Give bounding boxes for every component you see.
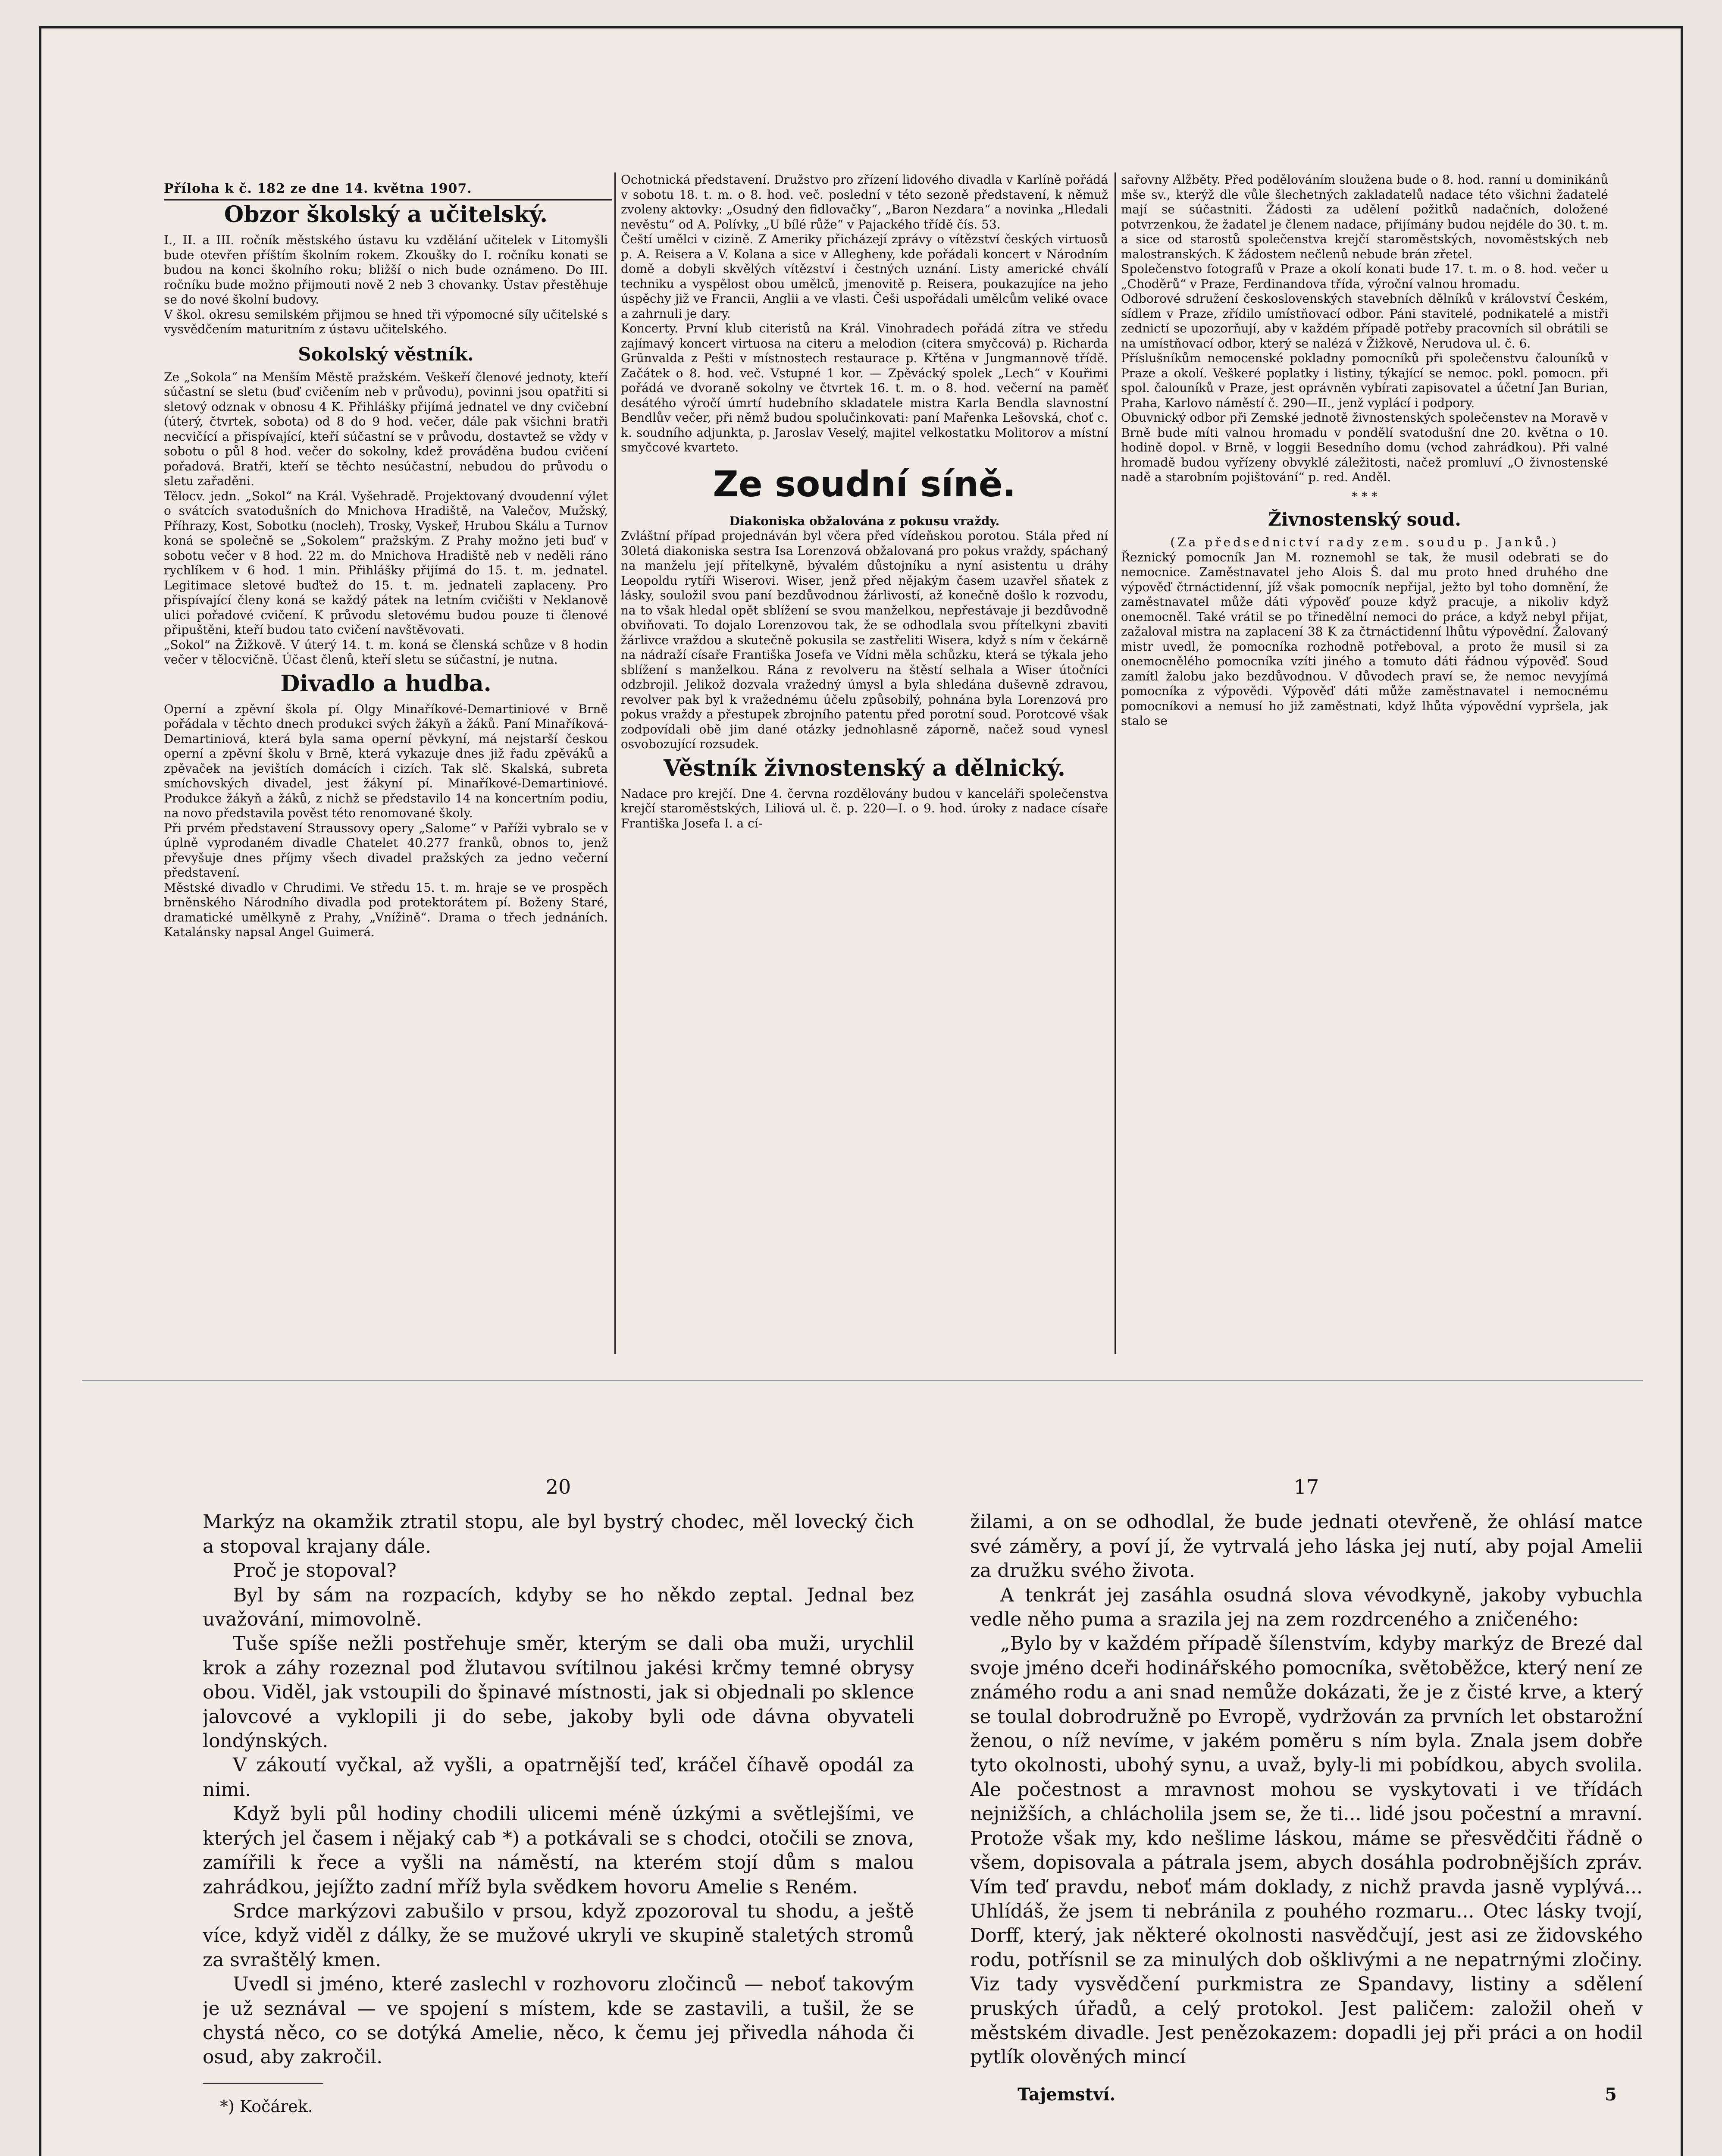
- court-chair-note: (Za předsednictví rady zem. soudu p. Janků.): [1170, 535, 1559, 549]
- article-paragraph: I., II. a III. ročník městského ústavu ku vzdělání učitelek v Litomyšli bude otevřen příštím školním rokem. Zkoušky do I. ročníku konati se budou na konci školního roku; bližší o nich bude oznámeno. Do III. ročníku bude možno přijmouti nově 2 neb 3 chovanky. Ústav přestěhuje se do nové školní budovy.: [164, 233, 608, 307]
- article-paragraph: Řeznický pomocník Jan M. roznemohl se tak, že musil odebrati se do nemocnice. Zaměstnavatel jeho Alois Š. dal mu proto hned druhého dne výpověď čtrnáctidenní, jíž však pomocník nepřijal, ježto byl toho domnění, že zaměstnavatel může dáti výpověď pouze když pracuje, a nikoliv když onemocněl. Také vrátil se po třinedělní nemoci do práce, a když nebyl přijat, zažaloval mistra na zaplacení 38 K za čtrnáctidenní lhůtu výpovědní. Žalovaný mistr uvedl, že pomocníka rozhodně potřeboval, a proto že musil si za onemocnělého pomocníka vzíti jiného a tomuto dáti řádnou výpověď. Soud zamítl žalobu jako bezdůvodnou. V důvodech praví se, že nemoc nevyjímá pomocníka z výpovědi. Výpověď dáti může zaměstnavatel i nemocnému pomocníkovi a nemusí ho již zaměstnati, když lhůta výpovědní vypršela, jak stalo se: [1121, 550, 1608, 728]
- column-divider: [1115, 172, 1116, 1354]
- page-number: 17: [1293, 1475, 1319, 1498]
- article-paragraph: V škol. okresu semilském přijmou se hned tři výpomocné síly učitelské s vysvědčením maturitním z ústavu učitelského.: [164, 307, 608, 336]
- column-2: [621, 172, 1108, 1354]
- column-divider: [614, 172, 616, 1354]
- novel-paragraph: Uvedl si jméno, které zaslechl v rozhovoru zločinců — neboť takovým je už seznával — ve spojení s místem, kde se zastavili, a tušil, že se chystá něco, co se dotýká Amelie, něco, k čemu jej přivedla náhoda či osud, aby zakročil.: [203, 1973, 914, 2068]
- signature-line: [970, 2083, 1643, 2107]
- article-paragraph: Tělocv. jedn. „Sokol“ na Král. Vyšehradě. Projektovaný dvoudenní výlet o svátcích svatodušních do Mnichova Hradiště, na Valečov, Mužský, Příhrazy, Kost, Sobotku (nocleh), Trosky, Vyskeř, Hrubou Skálu a Turnov koná se společně se „Sokolem“ pražským. Z Prahy možno jeti buď v sobotu večer v 8 hod. 22 m. do Mnichova Hradiště neb v neděli ráno rychlíkem v 6 hod. 1 min. Přihlášky přijímá do 15. t. m. jednatel. Legitimace sletové buďtež do 15. t. m. jednateli zaplaceny. Pro přispívající členy koná se každý pátek na letním cvičišti v Neklanově ulici pořadové cvičení. K průvodu sletovému budou pouze ti členové připuštěni, kteří budou tato cvičení navštěvovati.: [164, 489, 608, 637]
- article-paragraph: Městské divadlo v Chrudimi. Ve středu 15. t. m. hraje se ve prospěch brněnského Národního divadla pod protektorátem pí. Boženy Staré, dramatické umělkyně z Prahy, „Vnížině“. Drama o třech jednáních. Katalánsky napsal Angel Guimerá.: [164, 880, 608, 939]
- novel-page-left: [203, 1475, 914, 2156]
- article-paragraph: Příslušníkům nemocenské pokladny pomocníků při společenstvu čalouníků v Praze a okolí. Veškeré poplatky i listiny, týkající se nemoc. pokl. pomocn. při spol. čalouníků v Praze, jest oprávněn vybírati zapisovatel a účetní Jan Burian, Praha, Karlovo náměstí č. 290—II., jenž vyplácí i podpory.: [1121, 351, 1608, 410]
- separator-stars: * * *: [1352, 489, 1378, 504]
- section-heading-court: Ze soudní síně.: [713, 464, 1016, 505]
- article-paragraph: Koncerty. První klub citeristů na Král. Vinohradech pořádá zítra ve středu zajímavý koncert virtuosa na citeru a melodion (citera smyčcová) p. Richarda Grünvalda z Pešti v místnostech restaurace p. Křtěna v Jungmannově třídě. Začátek o 8. hod. več. Vstupné 1 kor. — Zpěvácký spolek „Lech“ v Kouřimi pořádá ve dvoraně sokolny ve čtvrtek 16. t. m. o 8. hod. večerní na paměť desátého výročí úmrtí hudebního skladatele mistra Karla Bendla slavnostní Bendlův večer, při němž budou spolučinkovati: paní Mařenka Lešovská, choť c. k. soudního adjunkta, p. Jaroslav Veselý, majitel velkostatku Molitorov a místní smyčcové kvarteto.: [621, 321, 1108, 454]
- article-paragraph: Při prvém představení Straussovy opery „Salome“ v Paříži vybralo se v úplně vyprodaném divadle Chatelet 40.277 franků, obnos to, jenž převyšuje dnes příjmy všech divadel pražských za jedno večerní představení.: [164, 821, 608, 880]
- novel-paragraph: žilami, a on se odhodlal, že bude jednati otevřeně, že ohlásí matce své záměry, a poví jí, že vytrvalá jeho láska jej nutí, aby pojal Amelii za družku svého života.: [970, 1511, 1643, 1582]
- page-fold-line: [82, 1380, 1643, 1381]
- section-heading-sokol: Sokolský věstník.: [298, 343, 474, 365]
- book-title-mark: Tajemství.: [1018, 2084, 1116, 2105]
- article-paragraph: Ze „Sokola“ na Menším Městě pražském. Veškeří členové jednoty, kteří súčastní se sletu (buď cvičením neb v průvodu), povinni jsou opatřiti si sletový odznak v obnosu 4 K. Přihlášky přijímá jednatel ve dny cvičební (úterý, čtvrtek, sobota) od 8 do 9 hod. večer, dále pak všichni bratři necvičící a přispívající, kteří súčastní se v průvodu, dostavtež se vždy v sobotu o půl 8 hod. večer do sokolny, kdež prováděna budou cvičení pořadová. Bratři, kteří se těchto nesúčastní, nebudou do průvodu o sletu zařaděni.: [164, 370, 608, 488]
- section-heading-theatre: Divadlo a hudba.: [280, 670, 492, 697]
- novel-paragraph: Proč je stopoval?: [233, 1560, 397, 1582]
- article-paragraph: Ochotnická představení. Družstvo pro zřízení lidového divadla v Karlíně pořádá v sobotu 18. t. m. o 8. hod. več. poslední v této sezoně představení, k němuž zvoleny aktovky: „Osudný den fidlovačky“, „Baron Nezdara“ a novinka „Hledali nevěstu“ od A. Polívky, „U bílé růže“ v Pajackého třídě čís. 53.: [621, 172, 1108, 232]
- section-heading-trade: Věstník živnostenský a dělnický.: [663, 755, 1066, 781]
- article-paragraph: Odborové sdružení československých stavebních dělníků v království Českém, sídlem v Praze, zřídilo umístňovací odbor. Páni stavitelé, podnikatelé a mistři zednictí se upozorňují, aby v každém případě potřeby pracovních sil obrátili se na umístňovací odbor, který se nalézá v Žižkově, Nerudova ul. č. 6.: [1121, 291, 1608, 351]
- signature-number: 5: [1605, 2084, 1617, 2105]
- article-paragraph: sařovny Alžběty. Před podělováním sloužena bude o 8. hod. ranní u dominikánů mše sv., kterýž dle vůle šlechetných zakladatelů nadace této všichni žadatelé mají se súčastniti. Žádosti za udělení požitků nadačních, doložené potvrzenkou, že žadatel je členem nadace, přijímány budou nejdéle do 30. t. m. a sice od starostů společenstva krejčí staroměstských, novoměstských neb malostranských. K žádostem nečlenů nebude brán zřetel.: [1121, 172, 1608, 261]
- issue-header: Příloha k č. 182 ze dne 14. května 1907.: [164, 181, 612, 201]
- novel-paragraph: „Bylo by v každém případě šílenstvím, kdyby markýz de Brezé dal svoje jméno dceři hodinářského pomocníka, světoběžce, který není ze známého rodu a ani snad nemůže dokázati, že je z čisté krve, a který se toulal dobrodružně po Evropě, vydržován za prvních let obstarožní ženou, o níž nevíme, v jakém poměru s ním byla. Znala jsem dobře tyto okolnosti, ubohý synu, a uvaž, byly-li mi pobídkou, abych svolila. Ale počestnost a mravnost mohou se vyskytovati i ve třídách nejnižších, a chlácholila jsem se, že ti... lidé jsou počestní a mravní. Protože však my, kdo nešlime láskou, máme se přesvědčiti řádně o všem, dopisovala a pátrala jsem, abych dosáhla podrobnějších zpráv. Vím teď pravdu, neboť mám doklady, z nichž pravda jasně vyplývá... Uhlídáš, že jsem ti nebránila z pouhého rozmaru... Otec lásky tvojí, Dorff, který, jak některé okolnosti nasvědčují, jest asi ze židovského rodu, potřísnil se za minulých dob ošklivými a ne nepatrnými zločiny. Viz tady vysvědčení purkmistra ze Spandavy, listiny a sdělení pruských úřadů, a celý protokol. Jest paličem: založil oheň v městském divadle. Jest penězokazem: dopadli jej při práci a on hodil pytlík olověných mincí: [970, 1633, 1643, 2068]
- novel-paragraph: Byl by sám na rozpacích, kdyby se ho někdo zeptal. Jednal bez uvažování, mimovolně.: [203, 1584, 914, 1631]
- article-paragraph: Obuvnický odbor při Zemské jednotě živnostenských společenstev na Moravě v Brně bude míti valnou hromadu v pondělí svatodušní dne 20. května o 10. hodině dopol. v Brně, v loggii Besedního domu (vchod zahrádkou). Při valné hromadě budou vyřízeny obvyklé záležitosti, načež promluví „O živnostenské nadě a starobním pojištování“ p. red. Anděl.: [1121, 411, 1608, 484]
- novel-page-right: [970, 1475, 1643, 2156]
- footnote: *) Kočárek.: [220, 2096, 313, 2116]
- article-paragraph: Čeští umělci v cizině. Z Ameriky přicházejí zprávy o vítězství českých virtuosů p. A. Reisera a V. Kolana a sice v Allegheny, kde pořádali koncert v Národním domě a dobyli skvělých vítězství i čestných uznání. Listy americké chválí techniku a vyspělost obou umělců, jmenovitě p. Reisera, poukazujíce na jeho úspěchy již ve Francii, Anglii a ve vlasti. Češi uspořádali umělcům veliké ovace a zahrnuli je dary.: [621, 232, 1108, 321]
- section-heading-trade-court: Živnostenský soud.: [1268, 509, 1461, 530]
- novel-paragraph: Když byli půl hodiny chodili ulicemi méně úzkými a světlejšími, ve kterých jel časem i nějaký cab *) a potkávali se s chodci, otočili se znova, zamířili k řece a vyšli na náměstí, na kterém stojí dům s malou zahrádkou, jejížto zadní mříž byla svědkem hovoru Amelie s Reném.: [203, 1803, 914, 1898]
- article-title-deaconess: Diakoniska obžalována z pokusu vraždy.: [729, 514, 1000, 528]
- article-paragraph: Operní a zpěvní škola pí. Olgy Minaříkové-Demartiniové v Brně pořádala v těchto dnech produkci svých žákyň a žáků. Paní Minaříková-Demartiniová, která byla sama operní pěvkyní, má nejstarší českou operní a zpěvní školu v Brně, která vykazuje dnes již řadu zpěváků a zpěvaček na jevištích domácích i cizích. Tak slč. Skalská, subreta smíchovských divadel, jest žákyní pí. Minaříkové-Demartiniové. Produkce žákyň a žáků, z nichž se představilo 14 na koncertním podiu, na novo představila pověst této renomované školy.: [164, 702, 608, 820]
- article-paragraph: „Sokol“ na Žižkově. V úterý 14. t. m. koná se členská schůze v 8 hodin večer v tělocvičně. Účast členů, kteří sletu se súčastní, je nutna.: [164, 637, 608, 667]
- novel-paragraph: V zákoutí vyčkal, až vyšli, a opatrnější teď, kráčel číhavě opodál za nimi.: [203, 1754, 914, 1801]
- novel-paragraph: Tuše spíše nežli postřehuje směr, kterým se dali oba muži, urychlil krok a záhy rozeznal pod žlutavou svítilnou jakési krčmy temné obrysy obou. Viděl, jak vstoupili do špinavé místnosti, jak si objednali po sklence jalovcové a vyklopili ji do sebe, jakoby byli ode dávna obyvateli londýnských.: [203, 1633, 914, 1752]
- article-paragraph: Společenstvo fotografů v Praze a okolí konati bude 17. t. m. o 8. hod. večer u „Choděrů“ v Praze, Ferdinandova třída, výroční valnou hromadu.: [1121, 262, 1608, 291]
- section-heading-schools: Obzor školský a učitelský.: [224, 201, 548, 228]
- page-number: 20: [545, 1475, 571, 1498]
- article-paragraph: Zvláštní případ projednáván byl včera před vídeňskou porotou. Stála před ní 30letá diakoniska sestra Isa Lorenzová obžalovaná pro pokus vraždy, spáchaný na manželu její přítelkyně, bývalém důstojníku a nyní asistentu u dráhy Leopoldu rytíři Wiserovi. Wiser, jenž před nějakým časem uzavřel sňatek z lásky, souložil svou paní bezdůvodnou žárlivostí, až konečně došlo k rozvodu, na to však hledal opět sblížení se svou manželkou, nepřestávaje ji bezdůvodně obviňovati. To dojalo Lorenzovou tak, že se odhodlala svou přítelkyni zbaviti žárlivce vraždou a skutečně pokusila se zastřeliti Wisera, když s ním v čekárně na nádraží císaře Františka Josefa ve Vídni měla schůzku, která se týkala jeho sblížení s manželkou. Rána z revolveru na štěstí selhala a Wiser útočníci odzbrojil. Jelikož dozvala vražedný úmysl a byla shledána duševně zdravou, revolver pak byl k vražednému účelu způsobilý, pohnána byla Lorenzová pro pokus vraždy a přestupek zbrojního patentu před porotní soud. Porotcové však zodpovídali obě jim dané otázky jednohlasně záporně, načež soud vynesl osvobozující rozsudek.: [621, 529, 1108, 751]
- column-1: [164, 198, 608, 1363]
- column-3: [1121, 172, 1608, 1354]
- novel-paragraph: A tenkrát jej zasáhla osudná slova vévodkyně, jakoby vybuchla vedle něho puma a srazila jej na zem rozdrceného a zničeného:: [970, 1584, 1643, 1631]
- novel-paragraph: Srdce markýzovi zabušilo v prsou, když zpozoroval tu shodu, a ještě více, když viděl z dálky, že se mužové ukryli ve skupině staletých stromů za svraštělý kmen.: [203, 1900, 914, 1971]
- footnote-rule: [203, 2083, 323, 2084]
- article-paragraph: Nadace pro krejčí. Dne 4. června rozdělovány budou v kanceláři společenstva krejčí staroměstských, Liliová ul. č. p. 220—I. o 9. hod. úroky z nadace císaře Františka Josefa I. a cí-: [621, 786, 1108, 830]
- novel-paragraph: Markýz na okamžik ztratil stopu, ale byl bystrý chodec, měl lovecký čich a stopoval krajany dále.: [203, 1511, 914, 1557]
